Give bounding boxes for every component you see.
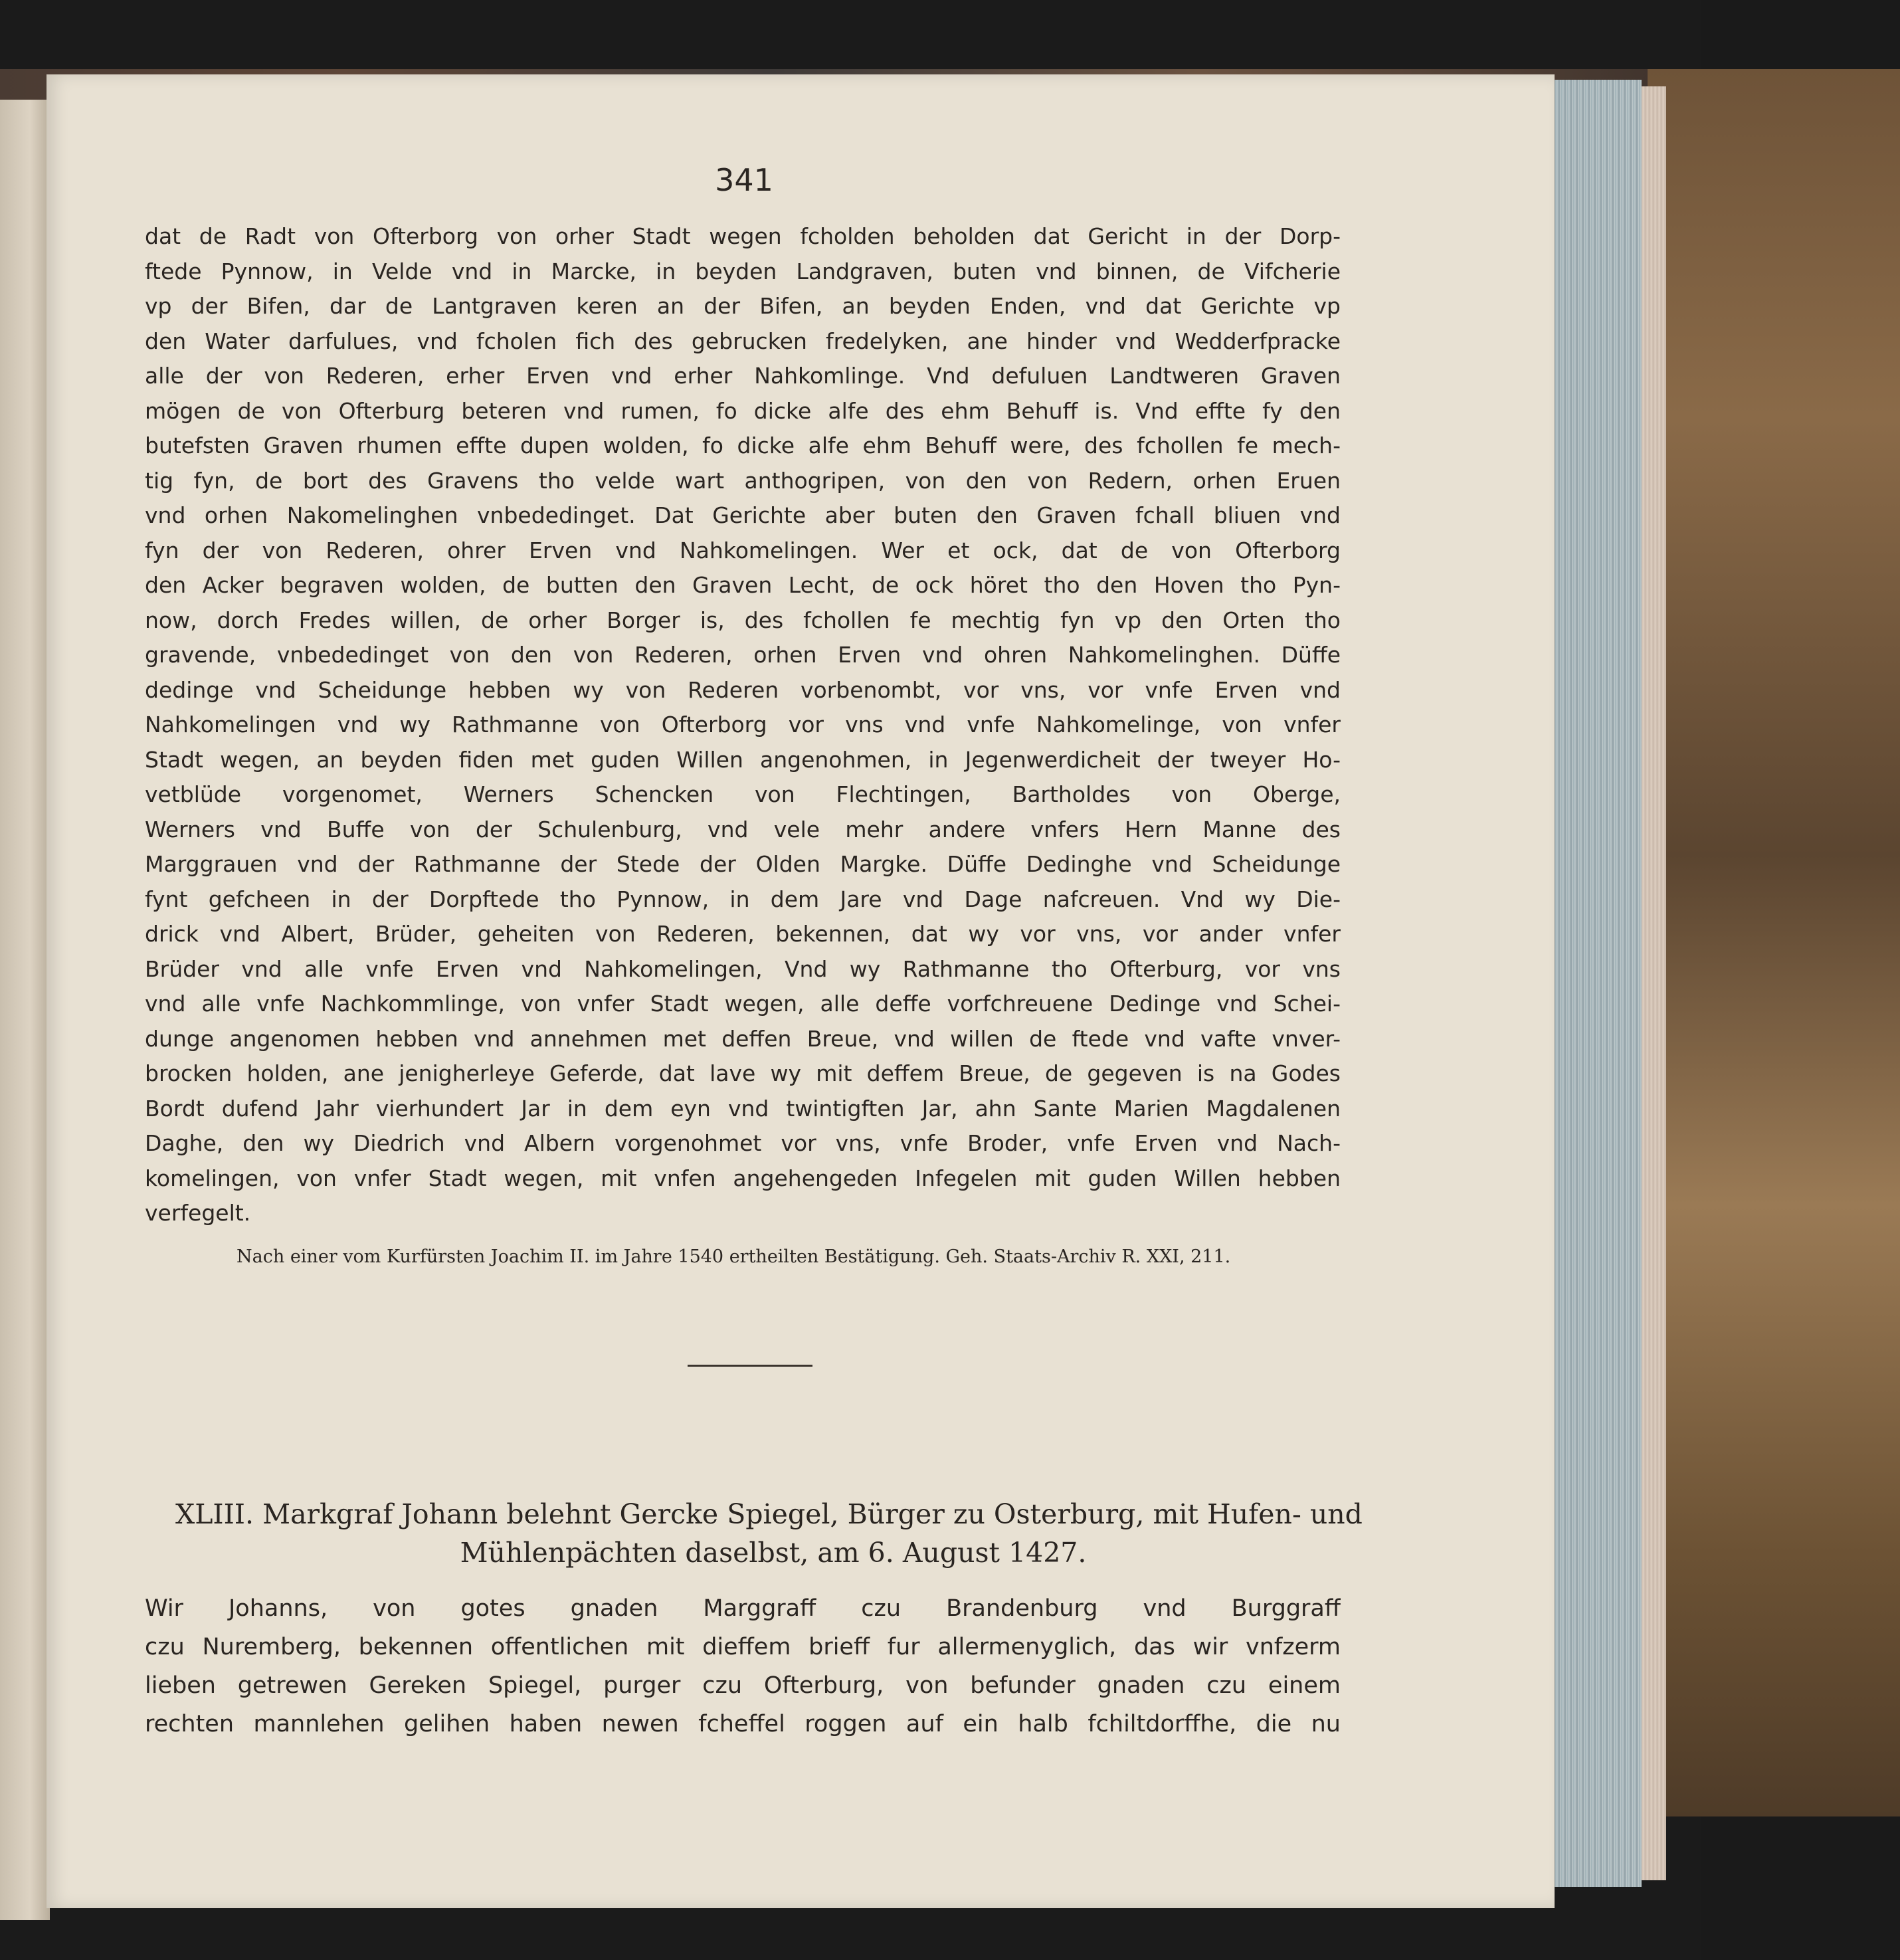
text-line: dunge angenomen hebben vnd annehmen met deffen Breue, vnd willen de ftede vnd vafte vnver- xyxy=(145,1025,1341,1052)
text-line: brocken holden, ane jenigherleye Geferde, dat lave wy mit deffem Breue, de gegeven is na Godes xyxy=(145,1060,1341,1086)
text-line: den Acker begraven wolden, de butten den Graven Lecht, de ock höret tho den Hoven tho Pyn- xyxy=(145,572,1341,598)
text-line: lieben getrewen Gereken Spiegel, purger czu Ofterburg, von befunder gnaden czu einem xyxy=(145,1672,1341,1699)
text-line: Brüder vnd alle vnfe Erven vnd Nahkomelingen, Vnd wy Rathmanne tho Ofterburg, vor vns xyxy=(145,955,1341,982)
text-line: vnd orhen Nakomelinghen vnbededinget. Dat Gerichte aber buten den Graven fchall bliuen vnd xyxy=(145,502,1341,528)
text-line: tig fyn, de bort des Gravens tho velde wart anthogripen, von den von Redern, orhen Eruen xyxy=(145,467,1341,494)
text-line: den Water darfulues, vnd fcholen fich des gebrucken fredelyken, ane hinder vnd Wedderfpracke xyxy=(145,328,1341,354)
text-line: Werners vnd Buffe von der Schulenburg, vnd vele mehr andere vnfers Hern Manne des xyxy=(145,816,1341,842)
section-number: XLIII. xyxy=(175,1498,254,1530)
text-line: Marggrauen vnd der Rathmanne der Stede der Olden Margke. Düffe Dedinghe vnd Scheidunge xyxy=(145,851,1341,877)
text-line: butefsten Graven rhumen effte dupen wolden, fo dicke alfe ehm Behuff were, des fchollen fe mech- xyxy=(145,433,1341,458)
page-edge-stack xyxy=(1553,80,1642,1887)
document-body xyxy=(145,219,1341,1231)
page-edge-back xyxy=(1640,86,1666,1880)
section-title-2: Mühlenpächten daselbst, am 6. August 1427. xyxy=(460,1537,1087,1569)
text-line: Stadt wegen, an beyden fiden met guden Willen angenohmen, in Jegenwerdicheit der tweyer Ho- xyxy=(145,746,1341,773)
book-cover-right xyxy=(1648,69,1900,1816)
section-title-1: Markgraf Johann belehnt Gercke Spiegel, Bürger zu Osterburg, mit Hufen- und xyxy=(262,1498,1363,1530)
text-line: fyn der von Rederen, ohrer Erven vnd Nahkomelingen. Wer et ock, dat de von Ofterborg xyxy=(145,537,1341,563)
text-line: alle der von Rederen, erher Erven vnd erher Nahkomlinge. Vnd defuluen Landtweren Graven xyxy=(145,363,1341,389)
text-line: vnd alle vnfe Nachkommlinge, von vnfer Stadt wegen, alle deffe vorfchreuene Dedinge vnd Schei- xyxy=(145,991,1341,1017)
text-line: now, dorch Fredes willen, de orher Borger is, des fchollen fe mechtig fyn vp den Orten tho xyxy=(145,607,1341,633)
text-line: czu Nuremberg, bekennen offentlichen mit dieffem brieff fur allermenyglich, das wir vnfzerm xyxy=(145,1634,1341,1660)
text-line: Bordt dufend Jahr vierhundert Jar in dem eyn vnd twintigften Jar, ahn Sante Marien Magdalenen xyxy=(145,1095,1341,1122)
page-number: 341 xyxy=(715,162,773,198)
text-line: dat de Radt von Ofterborg von orher Stadt wegen fcholden beholden dat Gericht in der Dorp- xyxy=(145,223,1341,249)
text-line: verfegelt. xyxy=(145,1200,251,1226)
text-line: mögen de von Ofterburg beteren vnd rumen, fo dicke alfe des ehm Behuff is. Vnd effte fy den xyxy=(145,397,1341,424)
section-divider xyxy=(688,1365,812,1367)
document-body-2 xyxy=(145,1589,1341,1743)
text-line: drick vnd Albert, Brüder, geheiten von Rederen, bekennen, dat wy vor vns, vor ander vnfer xyxy=(145,921,1341,947)
text-line: rechten mannlehen gelihen haben newen fcheffel roggen auf ein halb fchiltdorffhe, die nu xyxy=(145,1711,1341,1737)
source-note: Nach einer vom Kurfürsten Joachim II. im Jahre 1540 ertheilten Bestätigung. Geh. Staats-Archiv R. XXI, 211. xyxy=(237,1246,1231,1267)
text-line: Nahkomelingen vnd wy Rathmanne von Ofterborg vor vns vnd vnfe Nahkomelinge, von vnfer xyxy=(145,712,1341,737)
text-line: fynt gefcheen in der Dorpftede tho Pynnow, in dem Jare vnd Dage nafcreuen. Vnd wy Die- xyxy=(145,886,1341,912)
text-line: dedinge vnd Scheidunge hebben wy von Rederen vorbenombt, vor vns, vor vnfe Erven vnd xyxy=(145,676,1341,703)
text-line: ftede Pynnow, in Velde vnd in Marcke, in beyden Landgraven, buten vnd binnen, de Vifcherie xyxy=(145,258,1341,284)
text-line: vetblüde vorgenomet, Werners Schencken von Flechtingen, Bartholdes von Oberge, xyxy=(145,781,1341,807)
text-line: komelingen, von vnfer Stadt wegen, mit vnfen angehengeden Infegelen mit guden Willen hebben xyxy=(145,1165,1341,1191)
heading-line-1 xyxy=(175,1495,1363,1533)
left-page-sliver xyxy=(0,100,50,1920)
section-heading xyxy=(175,1495,1363,1572)
text-line: vp der Bifen, dar de Lantgraven keren an der Bifen, an beyden Enden, vnd dat Gerichte vp xyxy=(145,293,1341,319)
text-line: Wir Johanns, von gotes gnaden Marggraff czu Brandenburg vnd Burggraff xyxy=(145,1595,1341,1622)
text-line: gravende, vnbededinget von den von Rederen, orhen Erven vnd ohren Nahkomelinghen. Düffe xyxy=(145,642,1341,668)
text-line: Daghe, den wy Diedrich vnd Albern vorgenohmet vor vns, vnfe Broder, vnfe Erven vnd Nach- xyxy=(145,1130,1341,1156)
